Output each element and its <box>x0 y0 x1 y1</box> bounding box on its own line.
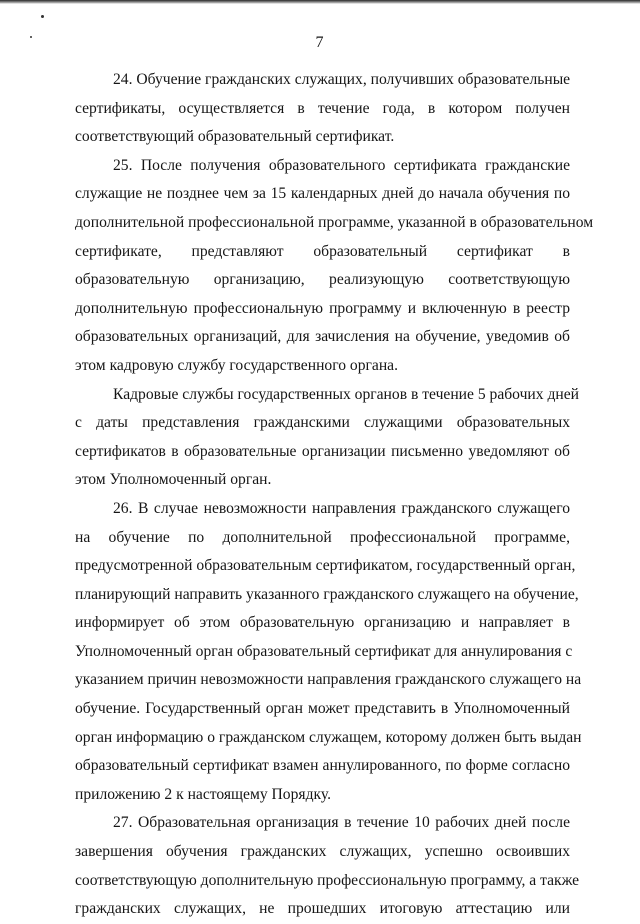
text-line: дополнительной профессиональной программе, указанной в образовательном <box>75 213 594 231</box>
text-line: планирующий направить указанного гражданского служащего на обучение, <box>75 585 579 603</box>
text-line: дополнительную профессиональную программу и включенную в реестр <box>75 299 570 317</box>
text-line: образовательный сертификат взамен аннулированного, по форме согласно <box>75 757 570 775</box>
text-line: сертификаты, осуществляется в течение года, в котором получен <box>75 99 570 117</box>
paragraph-24 <box>75 66 570 152</box>
text-line: этом Уполномоченный орган. <box>75 471 272 489</box>
text-line: обучение. Государственный орган может представить в Уполномоченный <box>75 700 570 718</box>
text-line: орган информацию о гражданском служащем, которому должен быть выдан <box>75 728 582 746</box>
paragraph-26 <box>75 495 582 810</box>
text-line: Кадровые службы государственных органов в течение 5 рабочих дней <box>113 385 580 403</box>
paragraph-25-continued <box>75 381 580 495</box>
text-line: 24. Обучение гражданских служащих, получивших образовательные <box>113 71 571 88</box>
scan-speck <box>41 15 44 18</box>
text-line: 26. В случае невозможности направления гражданского служащего <box>113 499 570 517</box>
scan-top-edge <box>0 0 640 4</box>
text-line: соответствующий образовательный сертификат. <box>75 128 395 146</box>
paragraph-25 <box>75 152 594 381</box>
text-line: указанием причин невозможности направления гражданского служащего на <box>75 671 582 689</box>
text-line: на обучение по дополнительной профессиональной программе, <box>75 528 570 546</box>
document-body <box>75 66 594 924</box>
text-line: сертификате, представляют образовательный сертификат в <box>75 242 570 260</box>
text-line: с даты представления гражданскими служащими образовательных <box>75 414 570 432</box>
text-line: приложению 2 к настоящему Порядку. <box>75 785 331 803</box>
text-line: Уполномоченный орган образовательный сертификат для аннулирования с <box>75 642 573 660</box>
text-line: сертификатов в образовательные организации письменно уведомляют об <box>75 442 570 460</box>
text-line: 25. После получения образовательного сертификата гражданские <box>113 156 570 174</box>
text-line: соответствующую дополнительную профессиональную программу, а также <box>75 871 580 889</box>
text-line: образовательных организаций, для зачисления на обучение, уведомив об <box>75 328 570 346</box>
paragraph-27 <box>75 809 580 923</box>
text-line: 27. Образовательная организация в течение 10 рабочих дней после <box>113 814 570 832</box>
text-line: информирует об этом образовательную организацию и направляет в <box>75 614 570 632</box>
text-line: завершения обучения гражданских служащих, успешно освоивших <box>75 843 570 861</box>
text-line: предусмотренной образовательным сертификатом, государственный орган, <box>75 557 576 575</box>
text-line: служащие не позднее чем за 15 календарных дней до начала обучения по <box>75 185 570 203</box>
text-line: гражданских служащих, не прошедших итоговую аттестацию или <box>75 900 570 918</box>
text-line: этом кадровую службу государственного органа. <box>75 356 398 374</box>
text-line: образовательную организацию, реализующую соответствующую <box>75 271 570 289</box>
page-number: 7 <box>315 34 325 51</box>
